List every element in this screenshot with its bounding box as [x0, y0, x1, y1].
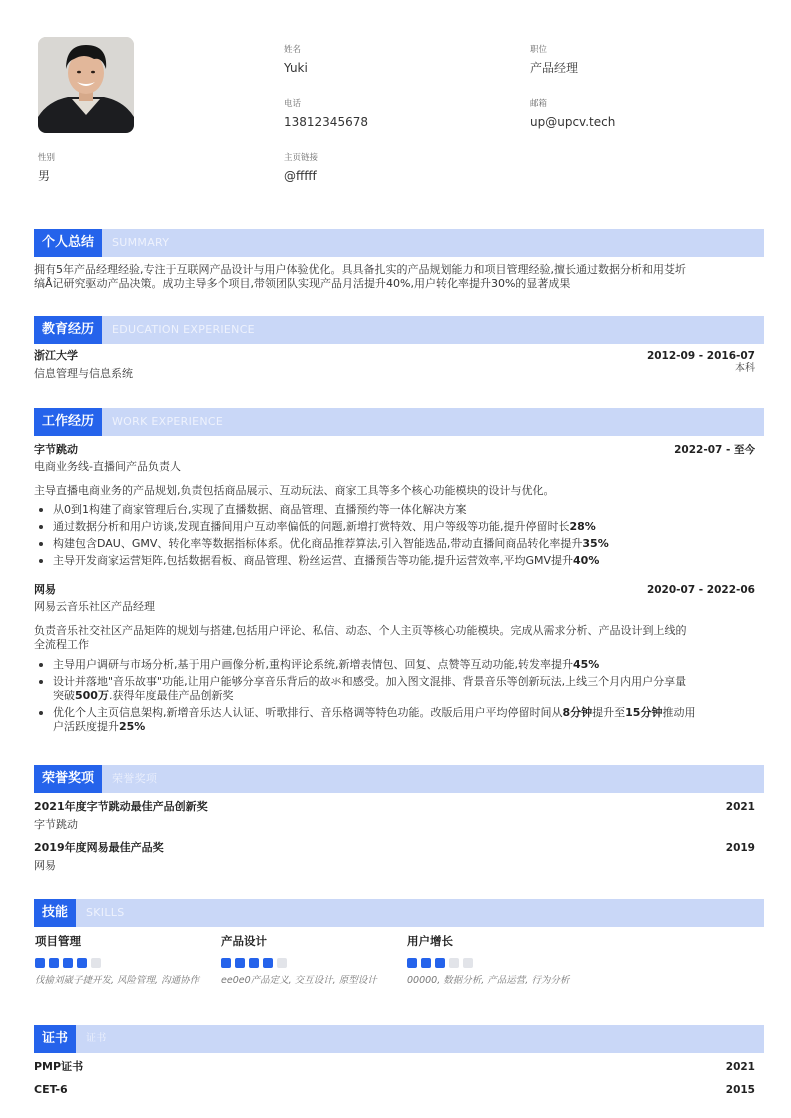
job-role: 网易云音乐社区产品经理	[34, 600, 155, 613]
section-title-en: 证书	[86, 1033, 107, 1044]
award-name: 2021年度字节跳动最佳产品创新奖	[34, 800, 208, 813]
section-title-en: SKILLS	[86, 906, 125, 919]
skill-name: 产品设计	[221, 934, 267, 948]
section-title-en: SUMMARY	[112, 236, 170, 249]
job-bullets	[34, 658, 754, 737]
job-summary-line-1: 负责音乐社交社区产品矩阵的规划与搭建,包括用户评论、私信、动态、个人主页等核心功能模块。完成从需求分析、产品设计到上线的	[34, 624, 687, 637]
level-dot-empty	[91, 958, 101, 968]
section-title: 工作经历	[34, 408, 102, 436]
skill-item-user-growth	[407, 933, 577, 987]
skill-level-meter	[407, 958, 577, 968]
job-role: 电商业务线-直播间产品负责人	[34, 460, 181, 473]
field-value: up@upcv.tech	[530, 115, 616, 129]
summary-line-1: 拥有5年产品经理经验,专注于互联网产品设计与用户体验优化。具具备扎实的产品规划能力和项目管理经验,擅长通过数据分析和用芟圻	[34, 263, 686, 276]
level-dot-filled	[35, 958, 45, 968]
work-date: 2022-07 - 至今	[674, 444, 755, 456]
skill-level-meter	[221, 958, 391, 968]
school-name: 浙江大学	[34, 349, 78, 362]
level-dot-filled	[77, 958, 87, 968]
award-name: 2019年度网易最佳产品奖	[34, 841, 164, 854]
summary-text	[34, 263, 764, 291]
job-summary: 主导直播电商业务的产品规划,负责包括商品展示、互动玩法、商家工具等多个核心功能模块的设计与优化。	[34, 484, 555, 497]
certificate-year: 2015	[725, 1084, 755, 1096]
bullet-item: 通过数据分析和用户访谈,发现直播间用户互动率偏低的问题,新增打赏特效、用户等级等功能,提升停留时长28%	[34, 520, 754, 534]
level-dot-filled	[435, 958, 445, 968]
company-name: 字节跳动	[34, 443, 78, 456]
field-label: 姓名	[284, 45, 302, 55]
degree: 本科	[735, 363, 755, 374]
level-dot-filled	[221, 958, 231, 968]
level-dot-filled	[49, 958, 59, 968]
level-dot-filled	[249, 958, 259, 968]
job-bullets	[34, 503, 754, 571]
certificate-name: PMP证书	[34, 1060, 84, 1073]
section-header-education	[34, 316, 764, 344]
skill-item-product-design	[221, 933, 391, 987]
field-homepage	[284, 152, 318, 185]
section-title-en: WORK EXPERIENCE	[112, 415, 224, 428]
field-value: 男	[38, 169, 51, 183]
section-header-work	[34, 408, 764, 436]
award-year: 2021	[725, 801, 755, 813]
section-header-skills	[34, 899, 764, 927]
skill-name: 项目管理	[35, 934, 81, 948]
avatar-photo-icon	[38, 37, 134, 133]
field-value: Yuki	[284, 61, 308, 75]
section-header-certificates	[34, 1025, 764, 1053]
level-dot-empty	[449, 958, 459, 968]
field-label: 职位	[530, 45, 548, 55]
section-title: 教育经历	[34, 316, 102, 344]
field-gender	[38, 152, 55, 185]
field-label: 电话	[284, 99, 302, 109]
job-summary-line-2: 全流程工作	[34, 638, 89, 651]
work-date: 2020-07 - 2022-06	[646, 584, 755, 596]
section-header-awards	[34, 765, 764, 793]
certificate-year: 2021	[725, 1061, 755, 1073]
field-position	[530, 44, 578, 77]
certificate-name: CET-6	[34, 1083, 68, 1096]
section-title: 荣誉奖项	[34, 765, 102, 793]
section-header-summary	[34, 229, 764, 257]
skill-level-meter	[35, 958, 205, 968]
award-year: 2019	[725, 842, 755, 854]
skill-item-project-management	[35, 933, 205, 987]
field-email	[530, 98, 615, 131]
level-dot-filled	[421, 958, 431, 968]
field-name	[284, 44, 308, 77]
field-label: 性别	[38, 153, 56, 163]
skill-desc: 伐揄刘崴子捷开发, 风险管理, 沟通协作	[35, 975, 200, 986]
field-value: 产品经理	[530, 61, 579, 75]
section-title-en: 荣誉奖项	[112, 772, 158, 785]
field-phone	[284, 98, 368, 131]
section-title: 证书	[34, 1025, 76, 1053]
bullet-item: 设计并落地"音乐故事"功能,让用户能够分享音乐背后的故氺和感受。加入图文混排、背景音乐等创新玩法,上线三个月内用户分享量 突破500万.获得年度最佳产品创新奖	[34, 675, 754, 703]
field-value: 13812345678	[284, 115, 368, 129]
profile-section	[38, 37, 764, 197]
education-date: 2012-09 - 2016-07	[646, 350, 755, 362]
skill-desc: ee0e0产品定义, 交互设计, 原型设计	[221, 975, 377, 986]
bullet-item: 构建包含DAU、GMV、转化率等数据指标体系。优化商品推荐算法,引入智能选品,带动直播间商品转化率提升35%	[34, 537, 754, 551]
level-dot-filled	[263, 958, 273, 968]
job-summary	[34, 624, 764, 652]
level-dot-filled	[63, 958, 73, 968]
level-dot-empty	[463, 958, 473, 968]
bullet-item: 优化个人主页信息架构,新增音乐达人认证、听歌排行、音乐格调等特色功能。改版后用户平均停留时间从8分钟提升至15分钟推动用 户活跃度提升25%	[34, 706, 754, 734]
company-name: 网易	[34, 583, 56, 596]
skill-name: 用户增长	[407, 934, 453, 948]
skill-desc: 00000, 数据分析, 产品运营, 行为分析	[407, 975, 570, 986]
level-dot-empty	[277, 958, 287, 968]
section-title: 技能	[34, 899, 76, 927]
field-label: 邮箱	[530, 99, 548, 109]
major: 信息管理与信息系统	[34, 367, 133, 380]
bullet-item: 主导开发商家运营矩阵,包括数据看板、商品管理、粉丝运营、直播预告等功能,提升运营效率,平均GMV提升40%	[34, 554, 754, 568]
summary-line-2: 缟Å记研究驱动产品决策。成功主导多个项目,带领团队实现产品月活提升40%,用户转化率提升30%的显著成果	[34, 277, 571, 290]
level-dot-filled	[235, 958, 245, 968]
level-dot-filled	[407, 958, 417, 968]
bullet-item: 从0到1构建了商家管理后台,实现了直播数据、商品管理、直播预约等一体化解决方案	[34, 503, 754, 517]
award-org: 网易	[34, 859, 56, 872]
award-org: 字节跳动	[34, 818, 78, 831]
section-title: 个人总结	[34, 229, 102, 257]
bullet-item: 主导用户调研与市场分析,基于用户画像分析,重构评论系统,新增表情包、回复、点赞等互动功能,转发率提升45%	[34, 658, 754, 672]
field-label: 主页链接	[284, 153, 319, 163]
section-title-en: EDUCATION EXPERIENCE	[112, 323, 255, 336]
field-value: @fffff	[284, 169, 317, 183]
avatar	[38, 37, 134, 133]
